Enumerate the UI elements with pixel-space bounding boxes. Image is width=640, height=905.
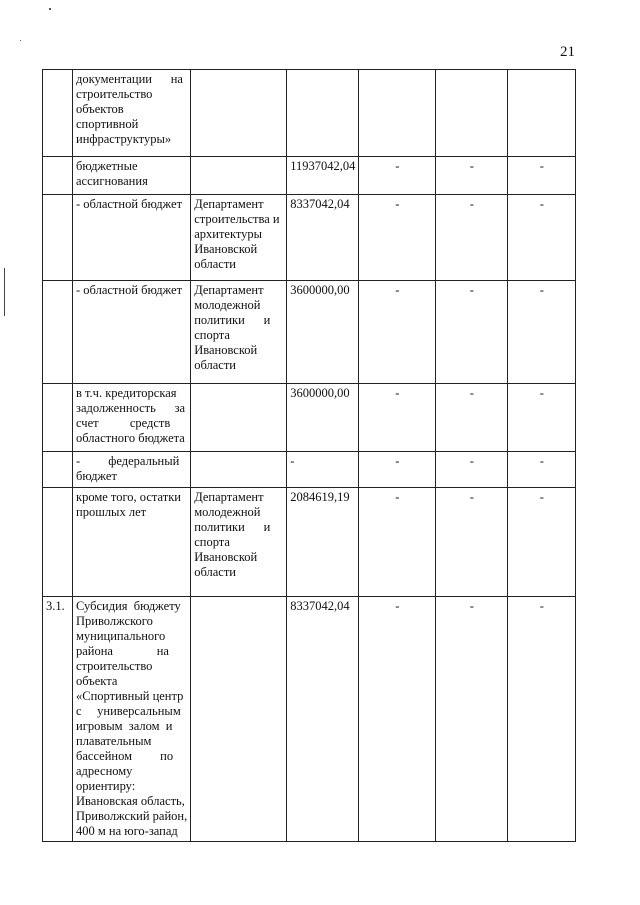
- description-cell: Субсидия бюджету Приволжского муниципального района на строительство объекта «Спортивный центр с универсальным игровым залом и плавательным бассейном по адресному ориентиру: Ивановская область, Приволжский район, 400 м на юго-запад: [73, 597, 191, 842]
- description-cell: кроме того, остатки прошлых лет: [73, 488, 191, 597]
- scan-speck: [20, 40, 21, 41]
- year-value-cell: -: [508, 157, 576, 195]
- year-value-cell: -: [508, 281, 576, 384]
- department-cell: Департамент молодежной политики и спорта Ивановской области: [191, 488, 287, 597]
- description-cell: в т.ч. кредиторская задолженность за счет средств областного бюджета: [73, 384, 191, 452]
- year-value-cell: -: [508, 452, 576, 488]
- row-number-cell: [43, 452, 73, 488]
- year-value-cell: [359, 70, 436, 157]
- amount-cell: 3600000,00: [287, 384, 359, 452]
- year-value-cell: -: [436, 157, 508, 195]
- year-value-cell: -: [508, 384, 576, 452]
- table-row: [43, 157, 576, 195]
- year-value-cell: -: [359, 384, 436, 452]
- description-cell: - областной бюджет: [73, 195, 191, 281]
- department-cell: [191, 70, 287, 157]
- year-value-cell: -: [436, 597, 508, 842]
- year-value-cell: -: [436, 384, 508, 452]
- amount-cell: 11937042,04: [287, 157, 359, 195]
- description-cell: - областной бюджет: [73, 281, 191, 384]
- row-number-cell: [43, 195, 73, 281]
- row-number-cell: [43, 384, 73, 452]
- row-number-cell: [43, 488, 73, 597]
- page-number: 21: [560, 44, 575, 60]
- year-value-cell: [436, 70, 508, 157]
- department-cell: [191, 597, 287, 842]
- table-row: [43, 597, 576, 842]
- year-value-cell: -: [359, 488, 436, 597]
- amount-cell: [287, 70, 359, 157]
- amount-cell: 8337042,04: [287, 597, 359, 842]
- row-number-cell: [43, 281, 73, 384]
- row-number-cell: 3.1.: [43, 597, 73, 842]
- year-value-cell: -: [436, 281, 508, 384]
- department-cell: Департамент строительства и архитектуры Ивановской области: [191, 195, 287, 281]
- amount-cell: -: [287, 452, 359, 488]
- budget-table: [42, 69, 576, 842]
- year-value-cell: -: [359, 157, 436, 195]
- department-cell: [191, 157, 287, 195]
- year-value-cell: -: [359, 195, 436, 281]
- description-cell: документации на строительство объектов спортивной инфраструктуры»: [73, 70, 191, 157]
- department-cell: Департамент молодежной политики и спорта Ивановской области: [191, 281, 287, 384]
- amount-cell: 8337042,04: [287, 195, 359, 281]
- year-value-cell: -: [436, 488, 508, 597]
- table-row: [43, 452, 576, 488]
- year-value-cell: -: [436, 195, 508, 281]
- description-cell: - федеральный бюджет: [73, 452, 191, 488]
- table-row: [43, 195, 576, 281]
- year-value-cell: -: [359, 597, 436, 842]
- department-cell: [191, 452, 287, 488]
- year-value-cell: -: [359, 452, 436, 488]
- table-row: [43, 281, 576, 384]
- amount-cell: 2084619,19: [287, 488, 359, 597]
- year-value-cell: -: [436, 452, 508, 488]
- department-cell: [191, 384, 287, 452]
- year-value-cell: -: [508, 488, 576, 597]
- year-value-cell: -: [508, 597, 576, 842]
- table-row: [43, 70, 576, 157]
- year-value-cell: -: [508, 195, 576, 281]
- row-number-cell: [43, 157, 73, 195]
- table-row: [43, 384, 576, 452]
- year-value-cell: -: [359, 281, 436, 384]
- scan-edge-mark: [4, 268, 5, 316]
- scan-speck: [49, 8, 51, 10]
- table-row: [43, 488, 576, 597]
- amount-cell: 3600000,00: [287, 281, 359, 384]
- row-number-cell: [43, 70, 73, 157]
- description-cell: бюджетные ассигнования: [73, 157, 191, 195]
- year-value-cell: [508, 70, 576, 157]
